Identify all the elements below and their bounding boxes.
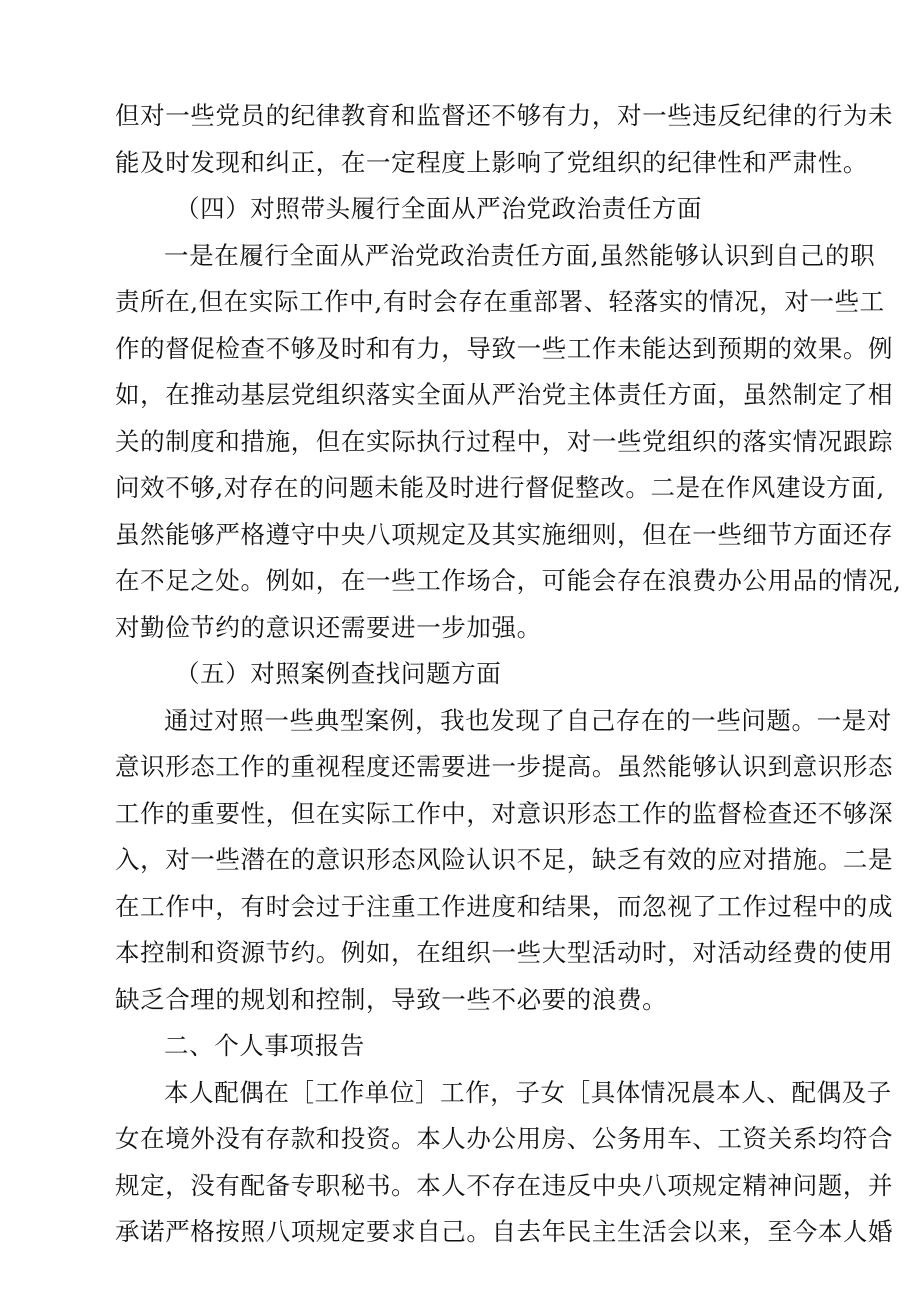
text-line: 一是在履行全面从严治党政治责任方面,虽然能够认识到自己的职 <box>164 240 876 270</box>
heading-text: （四）对照带头履行全面从严治党政治责任方面 <box>175 194 703 223</box>
text-line: 本人配偶在［工作单位］工作，子女［具体情况晨本人、配偶及子 <box>164 1077 892 1107</box>
heading-text: 二、个人事项报告 <box>164 1031 365 1060</box>
text-line: 能及时发现和纠正，在一定程度上影响了党组织的纪律性和严肃性。 <box>115 147 868 177</box>
paragraph-body <box>115 1070 894 1256</box>
text-line: 但对一些党员的纪律教育和监督还不够有力，对一些违反纪律的行为未 <box>115 101 894 130</box>
paragraph-continuation <box>115 93 894 186</box>
sub-heading-four <box>115 186 827 233</box>
text-line: 工作的重要性，但在实际工作中，对意识形态工作的监督检查还不够深 <box>115 798 894 828</box>
text-line: 入，对一些潜在的意识形态风险认识不足，缺乏有效的应对措施。二是 <box>115 845 894 874</box>
text-line: 规定，没有配备专职秘书。本人不存在违反中央八项规定精神问题，并 <box>115 1170 894 1200</box>
text-line: 责所在,但在实际工作中,有时会存在重部署、轻落实的情况，对一些工 <box>115 287 885 316</box>
text-line: 对勤俭节约的意识还需要进一步加强。 <box>115 612 542 642</box>
text-line: 在不足之处。例如，在一些工作场合，可能会存在浪费办公用品的情况, <box>115 566 902 595</box>
text-line: 女在境外没有存款和投资。本人办公用房、公务用车、工资关系均符合 <box>115 1124 894 1153</box>
text-line: 关的制度和措施，但在实际执行过程中，对一些党组织的落实情况跟踪 <box>115 426 894 456</box>
section-heading-two <box>115 1023 827 1070</box>
document-body <box>115 93 902 1256</box>
text-line: 如，在推动基层党组织落实全面从严治党主体责任方面，虽然制定了相 <box>115 380 894 409</box>
text-line: 作的督促检查不够及时和有力，导致一些工作未能达到预期的效果。例 <box>115 333 894 363</box>
text-line: 承诺严格按照八项规定要求自己。自去年民主生活会以来，至今本人婚 <box>115 1217 894 1246</box>
text-line: 本控制和资源节约。例如，在组织一些大型活动时，对活动经费的使用 <box>115 938 894 967</box>
text-line: 意识形态工作的重视程度还需要进一步提高。虽然能够认识到意识形态 <box>115 752 894 781</box>
text-line: 缺乏合理的规划和控制，导致一些不必要的浪费。 <box>115 984 668 1014</box>
text-line: 虽然能够严格遵守中央八项规定及其实施细则，但在一些细节方面还存 <box>115 519 894 549</box>
text-line: 问效不够,对存在的问题未能及时进行督促整改。二是在作风建设方面, <box>115 473 885 502</box>
heading-text: （五）对照案例查找问题方面 <box>175 659 502 688</box>
paragraph-body <box>115 233 902 652</box>
paragraph-body <box>115 698 894 1024</box>
sub-heading-five <box>115 651 827 698</box>
text-line: 通过对照一些典型案例，我也发现了自己存在的一些问题。一是对 <box>164 705 892 735</box>
text-line: 在工作中，有时会过于注重工作进度和结果，而忽视了工作过程中的成 <box>115 891 894 921</box>
